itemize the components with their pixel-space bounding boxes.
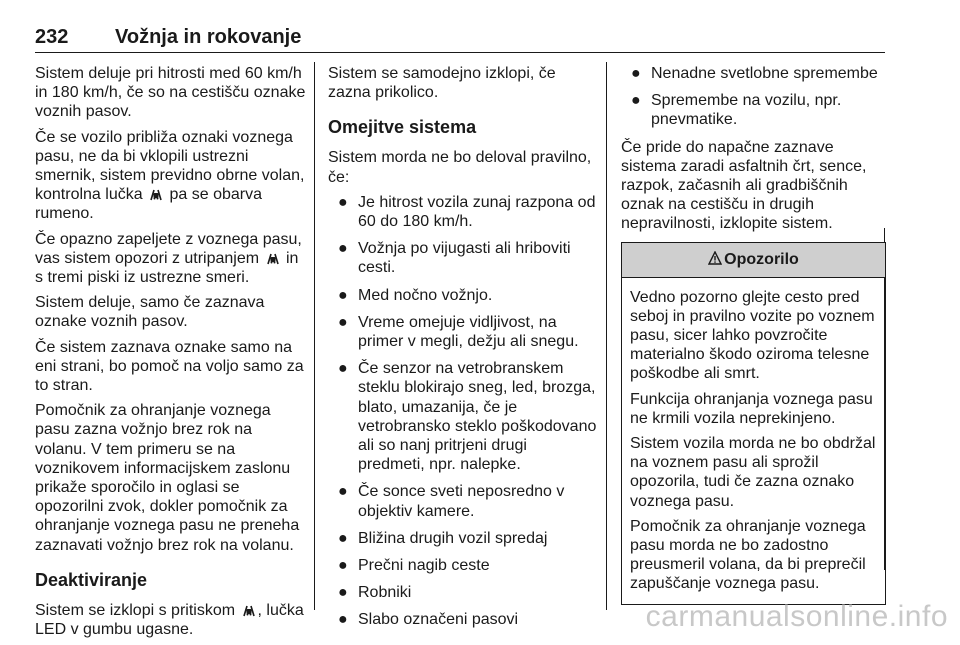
bullet: ● bbox=[338, 611, 348, 629]
paragraph: Sistem se izklopi s pritiskom , lučka LED v gumbu ugasne. bbox=[35, 601, 304, 639]
paragraph: Sistem deluje, samo če zaznava oznake voznih pasov. bbox=[35, 294, 265, 331]
warning-box bbox=[621, 242, 886, 605]
bullet: ● bbox=[338, 529, 348, 547]
list-item: ● Spremembe na vozilu, npr. pnevmatike. bbox=[631, 92, 842, 129]
bullet: ● bbox=[338, 557, 348, 575]
column-middle bbox=[328, 64, 598, 638]
warning-paragraph: Funkcija ohranjanja voznega pasu ne krmili vozila neprekinjeno. bbox=[630, 390, 873, 427]
list-item: ● Nenadne svetlobne spremembe bbox=[631, 65, 878, 82]
list-item: ● Bližina drugih vozil spredaj bbox=[338, 529, 548, 547]
bullet: ● bbox=[338, 240, 348, 258]
page-number: 232 bbox=[35, 26, 69, 48]
paragraph: Če se vozilo približa oznaki voznega pasu, ne da bi vklopili ustrezni smernik, sistem previdno obrne volan, kontrolna lučka pa se obarva rumeno. bbox=[35, 128, 305, 223]
list-item: ● Robniki bbox=[338, 584, 412, 602]
column-left bbox=[35, 64, 307, 645]
list-item: ● Če senzor na vetrobranskem steklu blokirajo sneg, led, brozga, blato, umazanija, če je vetrobransko steklo poškodovano ali so nanj pritrjeni drugi predmeti, npr. nalepke. bbox=[338, 360, 597, 474]
paragraph: Če pride do napačne zaznave sistema zaradi asfaltnih črt, sence, razpok, začasnih ali gradbiščnih oznak na cestišču in drugih nepravilnosti, izklopite sistem. bbox=[621, 138, 867, 233]
watermark: carmanualsonline.info bbox=[645, 600, 948, 633]
bullet: ● bbox=[338, 193, 348, 211]
chapter-title: Vožnja in rokovanje bbox=[115, 26, 302, 48]
warning-paragraph: Pomočnik za ohranjanje voznega pasu morda ne bo zadostno preusmeril volana, da bi preprečil zapuščanje voznega pasu. bbox=[630, 517, 866, 593]
paragraph: Sistem se samodejno izklopi, če zazna prikolico. bbox=[328, 65, 556, 102]
paragraph: Sistem deluje pri hitrosti med 60 km/h in 180 km/h, če so na cestišču oznake voznih pasov. bbox=[35, 65, 306, 121]
column-divider bbox=[314, 62, 315, 610]
list-item: ● Vreme omejuje vidljivost, na primer v megli, dežju ali snegu. bbox=[338, 313, 579, 351]
bullet: ● bbox=[338, 360, 348, 378]
list-item: ● Prečni nagib ceste bbox=[338, 557, 490, 575]
limitations-list bbox=[328, 193, 598, 630]
warning-header bbox=[622, 243, 885, 278]
list-item: ● Je hitrost vozila zunaj razpona od 60 do 180 km/h. bbox=[338, 193, 596, 231]
warning-paragraph: Sistem vozila morda ne bo obdržal na voznem pasu ali sprožil opozorila, tudi če zazna oznako voznega pasu. bbox=[630, 435, 876, 510]
list-item: ● Slabo označeni pasovi bbox=[338, 611, 519, 629]
warning-paragraph: Vedno pozorno glejte cesto pred seboj in pravilno vozite po voznem pasu, sicer lahko povzročite materialno škodo oziroma telesne poškodbe ali smrt. bbox=[630, 288, 875, 383]
bullet: ● bbox=[631, 65, 641, 82]
list-item: ● Med nočno vožnjo. bbox=[338, 286, 493, 304]
column-divider bbox=[606, 62, 607, 610]
list-item: ● Če sonce sveti neposredno v objektiv kamere. bbox=[338, 483, 565, 520]
warning-triangle-icon bbox=[708, 251, 722, 265]
bullet: ● bbox=[338, 286, 348, 304]
bullet: ● bbox=[631, 92, 641, 110]
warning-title: Opozorilo bbox=[724, 250, 799, 268]
paragraph: Če sistem zaznava oznake samo na eni strani, bo pomoč na voljo samo za to stran. bbox=[35, 338, 304, 395]
page-header bbox=[35, 26, 885, 53]
limitations-list-continued bbox=[621, 64, 886, 130]
bullet: ● bbox=[338, 584, 348, 602]
lane-keep-assist-icon bbox=[240, 603, 258, 617]
lane-keep-assist-icon bbox=[264, 251, 282, 265]
column-right bbox=[621, 64, 886, 605]
paragraph: Sistem morda ne bo deloval pravilno, če: bbox=[328, 149, 592, 186]
bullet: ● bbox=[338, 313, 348, 331]
paragraph: Če opazno zapeljete z voznega pasu, vas sistem opozori z utripanjem in s tremi piski iz ustrezne smeri. bbox=[35, 230, 302, 287]
section-heading-limitations: Omejitve sistema bbox=[328, 117, 477, 138]
warning-body bbox=[622, 278, 885, 604]
lane-keep-assist-icon bbox=[147, 187, 165, 201]
paragraph: Pomočnik za ohranjanje voznega pasu zazna vožnjo brez rok na volanu. V tem primeru se na voznikovem informacijskem zaslonu prikaže sporočilo in oglasi se opozorilni zvok, dokler pomočnik za ohranjanje voznega pasu ne preneha zaznavati vožnjo brez rok na volanu. bbox=[35, 402, 300, 554]
list-item: ● Vožnja po vijugasti ali hriboviti cesti. bbox=[338, 240, 571, 277]
bullet: ● bbox=[338, 483, 348, 501]
section-heading-deactivation: Deaktiviranje bbox=[35, 569, 148, 590]
